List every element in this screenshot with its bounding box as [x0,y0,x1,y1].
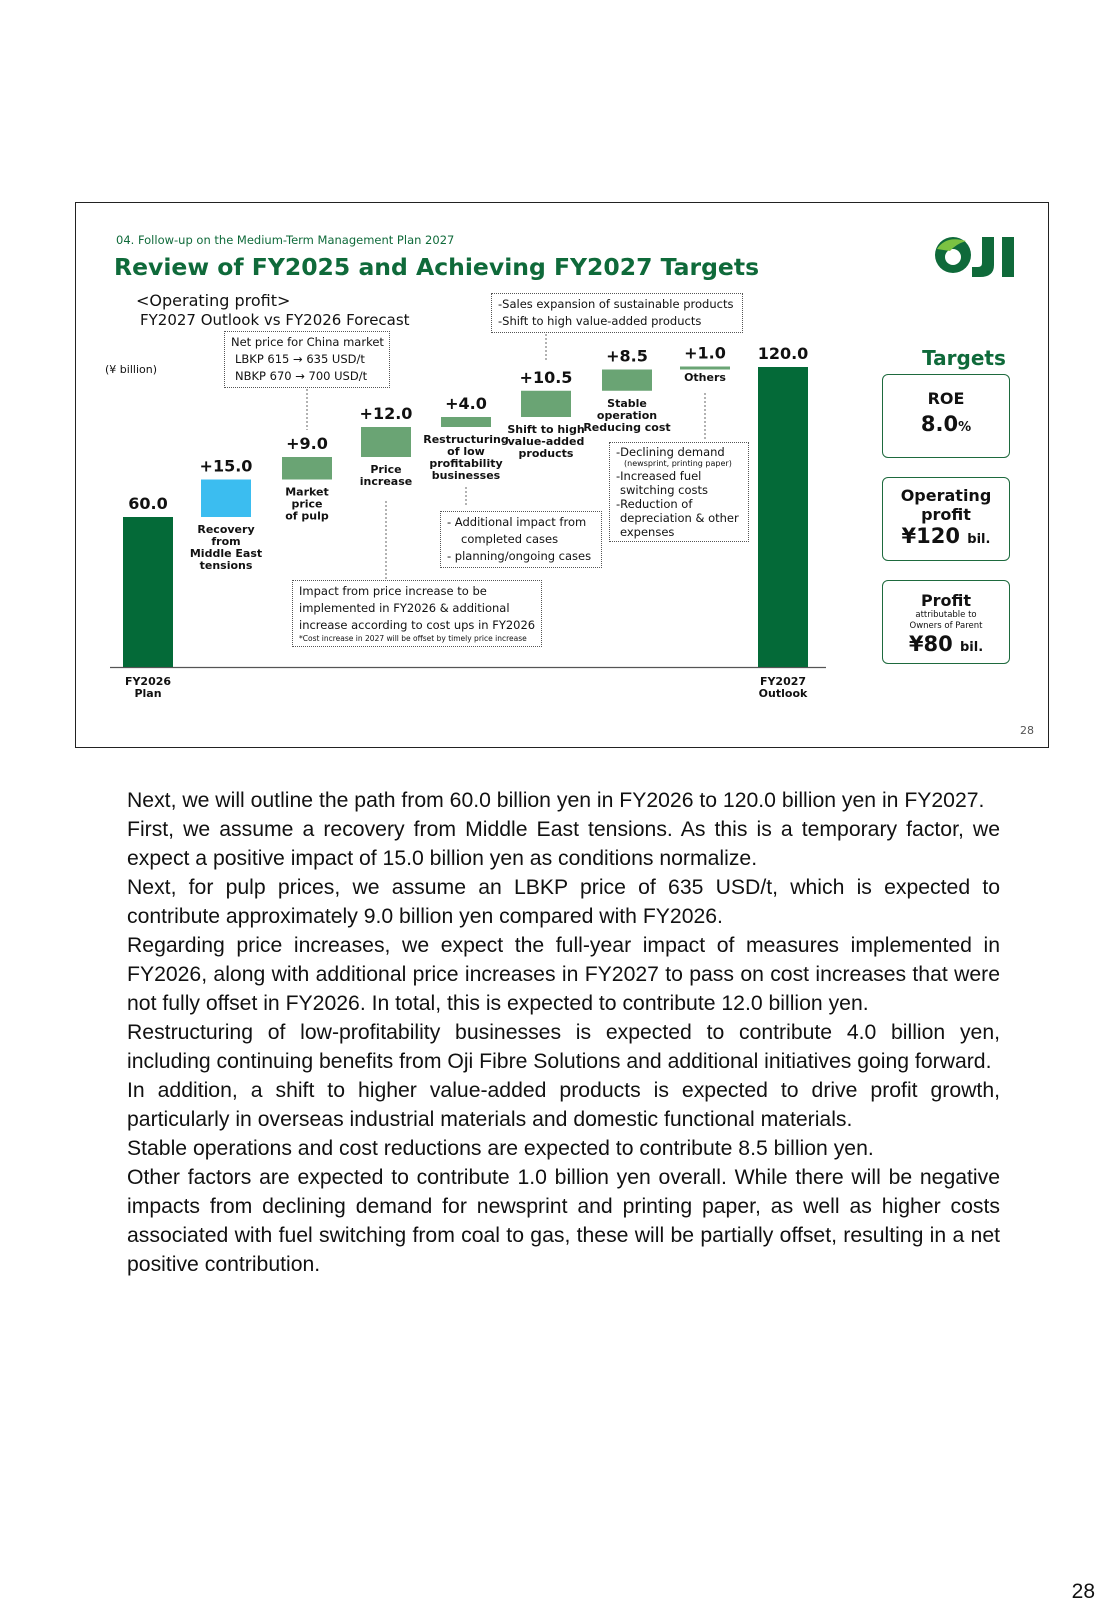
category-label: tensions [199,559,253,572]
waterfall-bar [282,457,332,480]
bar-value-label: 120.0 [757,344,809,363]
oji-logo [930,231,1024,279]
note-line: completed cases [461,532,559,546]
china-price-note [224,331,390,388]
operating-profit-name-2: profit [921,505,971,524]
waterfall-bar [441,417,491,427]
note-line: -Shift to high value-added products [498,314,702,328]
note-line: NBKP 670 → 700 USD/t [235,369,368,383]
profit-target-card [882,580,1010,664]
roe-unit: % [958,420,972,435]
waterfall-chart [76,203,936,749]
operating-profit-unit: bil. [967,532,991,547]
note-line: depreciation & other [620,511,739,525]
waterfall-bar [758,367,808,667]
profit-small-1: attributable to [915,610,977,620]
operating-profit-value: ¥120 [901,524,960,548]
note-line: LBKP 615 → 635 USD/t [235,352,365,366]
price-impact-note [292,580,542,647]
note-line: Net price for China market [231,335,384,349]
roe-value: 8.0 [920,412,959,436]
category-label: operation [596,408,658,422]
category-label: Recovery [197,523,255,536]
targets-title: Targets [922,346,1006,370]
narrative-paragraph: Next, for pulp prices, we assume an LBKP price of 635 USD/t, which is expected to contribute approximately 9.0 billion yen compared with FY2026. [127,876,1000,928]
note-line: - Additional impact from [447,515,587,529]
bar-value-label: +8.5 [606,346,648,366]
narrative-paragraph: First, we assume a recovery from Middle East tensions. As this is a temporary factor, we expect a positive impact of 15.0 billion yen as conditions normalize. [127,818,1000,870]
category-label: Outlook [758,687,808,700]
narrative-paragraph: Regarding price increases, we expect the full-year impact of measures implemented in FY2026, along with additional price increases in FY2027 to pass on cost increases that were not fully offset in FY2026. In total, this is expected to contribute 12.0 billion yen. [127,934,1000,1015]
bar-value-label: +12.0 [359,404,413,423]
category-label: value-added [507,435,585,448]
bar-value-label: +9.0 [286,434,328,453]
note-line: switching costs [620,483,709,497]
category-label: Shift to high [507,423,585,436]
bar-value-label: +15.0 [199,456,253,476]
note-line: increase according to cost ups in FY2026 [299,618,536,632]
note-line: -Reduction of [616,497,693,511]
roe-value-line [883,412,1009,436]
category-label: of low [447,445,485,458]
slide-page-number: 28 [1020,724,1034,737]
chart-subtitle-2: FY2027 Outlook vs FY2026 Forecast [140,311,410,329]
note-line: - planning/ongoing cases [447,549,592,563]
operating-profit-target-card [882,477,1010,561]
note-line: -Declining demand [616,445,725,459]
waterfall-bar [521,391,571,417]
waterfall-bar [602,370,652,391]
waterfall-bar [680,367,730,370]
note-line: -Increased fuel [616,469,702,483]
category-label: Price [370,463,402,476]
category-label: Reducing cost [583,420,671,434]
note-line: -Sales expansion of sustainable products [498,297,734,311]
others-detail-note [609,442,749,542]
operating-profit-value-line [883,524,1009,548]
unit-label: (¥ billion) [105,363,157,376]
profit-value-line [883,632,1009,656]
category-label: profitability [429,457,503,470]
note-line: implemented in FY2026 & additional [299,601,510,615]
category-label: price [291,497,323,511]
slide [75,202,1049,748]
category-label: of pulp [285,509,329,523]
narrative-paragraph: In addition, a shift to higher value-added products is expected to drive profit growth, particularly in overseas industrial materials and domestic functional materials. [127,1079,1000,1131]
narrative-paragraph: Stable operations and cost reductions are expected to contribute 8.5 billion yen. [127,1137,874,1160]
note-line: (newsprint, printing paper) [624,459,732,468]
category-label: Others [684,371,726,384]
narrative-paragraph: Restructuring of low-profitability businesses is expected to contribute 4.0 billion yen, including continuing benefits from Oji Fibre Solutions and additional initiatives going forward. [127,1021,1000,1073]
waterfall-bar [123,517,173,667]
category-label: Market [285,485,329,499]
section-label: 04. Follow-up on the Medium-Term Management Plan 2027 [116,233,455,247]
sustainable-products-note [491,293,743,333]
narrative-paragraph: Next, we will outline the path from 60.0 billion yen in FY2026 to 120.0 billion yen in FY2027. [127,789,985,812]
waterfall-bar [201,480,251,518]
chart-subtitle-1: <Operating profit> [136,291,291,310]
category-label: increase [359,475,413,488]
profit-name: Profit [920,591,972,610]
note-line: expenses [620,525,675,539]
bar-value-label: 60.0 [128,494,168,513]
category-label: Plan [134,687,162,700]
category-label: businesses [431,469,501,482]
slide-title: Review of FY2025 and Achieving FY2027 Targets [114,253,760,281]
roe-target-card [882,374,1010,458]
category-label: products [518,447,574,460]
narrative [127,786,1000,1279]
operating-profit-name-1: Operating [900,486,992,505]
category-label: Middle East [189,547,263,560]
price-footnote: *Cost increase in 2027 will be offset by timely price increase [299,634,527,643]
category-label: Restructuring [423,433,509,446]
profit-unit: bil. [960,640,984,655]
bar-value-label: +1.0 [684,343,726,363]
category-label: FY2026 [124,675,172,688]
bar-value-label: +10.5 [519,367,573,387]
narrative-paragraph: Other factors are expected to contribute 1.0 billion yen overall. While there will be negative impacts from declining demand for newsprint and printing paper, as well as higher costs associated with fuel switching from coal to gas, these will be partially offset, resulting in a net positive contribution. [127,1166,1000,1276]
note-line: Impact from price increase to be [299,584,487,598]
roe-name: ROE [927,389,965,408]
waterfall-bar [361,427,411,457]
category-label: Stable [607,396,647,410]
profit-value: ¥80 [908,632,953,656]
profit-small-2: Owners of Parent [909,621,983,631]
category-label: from [211,535,241,548]
category-label: FY2027 [759,675,807,688]
bar-value-label: +4.0 [445,394,487,413]
additional-impact-note [440,511,602,568]
page-number: 28 [1071,1580,1095,1603]
